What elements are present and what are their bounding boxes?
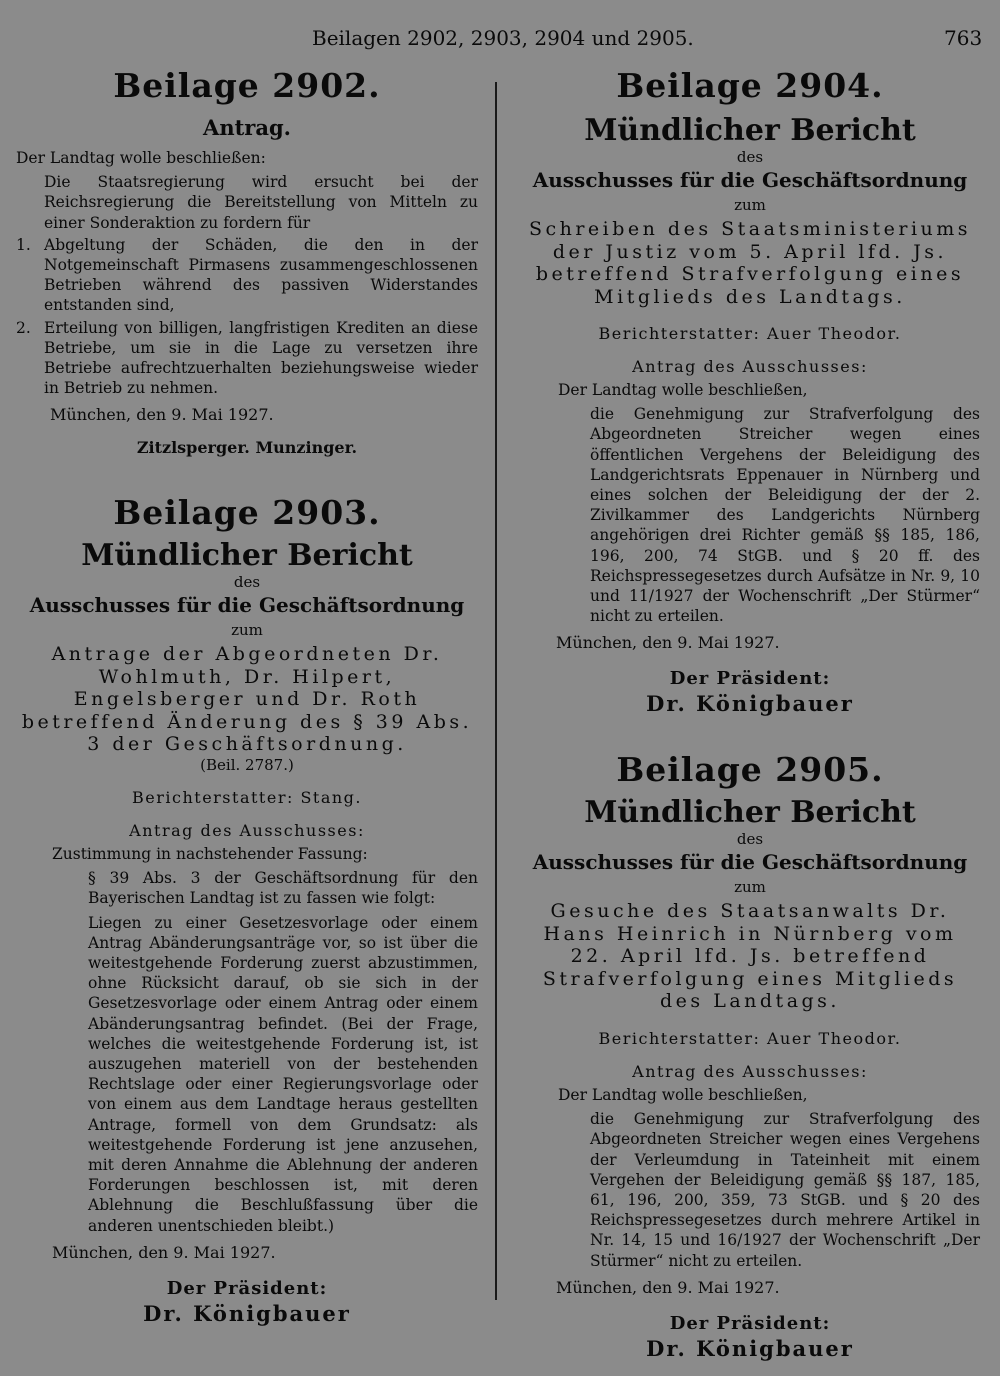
beilage-2902-date: München, den 9. Mai 1927.	[50, 405, 274, 425]
running-title: Beilagen 2902, 2903, 2904 und 2905.	[312, 26, 694, 50]
beilage-2903-president-label: Der Präsident:	[166, 1277, 328, 1299]
beilage-2904-title: Beilage 2904.	[616, 66, 884, 105]
beilage-2904-subject: Schreiben des Staatsministeriums der Justiz vom 5. April lfd. Js. betreffend Strafverfolgung eines Mitglieds des Landtags.	[528, 218, 972, 308]
beilage-2902-request: Die Staatsregierung wird ersucht bei der Reichsregierung die Bereitstellung von Mitteln zu einer Sonderaktion zu fordern für	[44, 173, 478, 232]
item-text: Abgeltung der Schäden, die den in der Notgemeinschaft Pirmasens zusammengeschlossenen Betrieben während des passiven Widerstandes entstanden sind,	[44, 235, 478, 315]
beilage-2903-title: Beilage 2903.	[113, 493, 381, 533]
beilage-2903-des: des	[233, 573, 261, 592]
beilage-2904-des: des	[736, 148, 764, 166]
beilage-2904-president-name: Dr. Königbauer	[646, 691, 854, 717]
beilage-2902-item-1	[16, 235, 478, 316]
beilage-2905-subtitle: Mündlicher Bericht	[584, 795, 916, 831]
beilage-2903-subtitle: Mündlicher Bericht	[81, 538, 413, 574]
beilage-2905-title: Beilage 2905.	[616, 750, 884, 790]
page-number: 763	[944, 26, 983, 50]
beilage-2902-title: Beilage 2902.	[113, 66, 381, 105]
left-column	[16, 66, 478, 1326]
beilage-2903-motion-label: Antrag des Ausschusses:	[129, 820, 365, 840]
item-number: 1.	[16, 235, 31, 254]
beilage-2902-subtitle: Antrag.	[203, 115, 291, 140]
beilage-2904	[520, 66, 980, 716]
beilage-2902-intro: Der Landtag wolle beschließen:	[16, 149, 266, 167]
beilage-2904-date: München, den 9. Mai 1927.	[556, 633, 780, 653]
beilage-2905	[520, 750, 980, 1360]
beilage-2903-zum: zum	[231, 621, 263, 640]
beilage-2904-subtitle: Mündlicher Bericht	[584, 113, 916, 148]
beilage-2905-committee: Ausschusses für die Geschäftsordnung	[532, 850, 968, 875]
item-text: Erteilung von billigen, langfristigen Krediten an diese Betriebe, um sie in die Lage zu versetzen ihre Betriebe aufrechtzuerhalten beziehungsweise wieder in Betrieb zu nehmen.	[44, 318, 478, 398]
beilage-2905-president-label: Der Präsident:	[669, 1312, 831, 1334]
beilage-2904-motion-label: Antrag des Ausschusses:	[632, 357, 868, 376]
beilage-2903-consent: Zustimmung in nachstehender Fassung:	[52, 844, 368, 863]
beilage-2902-item-2	[16, 318, 478, 399]
beilage-2905-zum: zum	[734, 878, 766, 897]
beilage-2903	[16, 493, 478, 1325]
beilage-2903-para-intro: § 39 Abs. 3 der Geschäftsordnung für den Bayerischen Landtag ist zu fassen wie folgt:	[88, 869, 478, 908]
beilage-2905-des: des	[736, 830, 764, 849]
beilage-2903-subject: Antrage der Abgeordneten Dr. Wohlmuth, Dr. Hilpert, Engelsberger und Dr. Roth betreffend Änderung des § 39 Abs. 3 der Geschäftsordnung.	[21, 643, 473, 756]
beilage-2905-text: die Genehmigung zur Strafverfolgung des Abgeordneten Streicher wegen eines Vergehens der Verleumdung in Tateinheit mit einem Vergehen der Beleidigung gemäß §§ 187, 185, 61, 196, 200, 359, 73 StGB. und § 20 des Reichspressegesetzes durch mehrere Artikel in Nr. 14, 15 und 16/1927 der Wochenschrift „Der Stürmer“ nicht zu erteilen.	[590, 1110, 980, 1270]
beilage-2903-committee: Ausschusses für die Geschäftsordnung	[29, 593, 465, 618]
column-divider	[495, 82, 497, 1300]
item-number: 2.	[16, 318, 31, 337]
beilage-2903-para-text: Liegen zu einer Gesetzesvorlage oder einem Antrag Abänderungsanträge vor, so ist über die weitestgehende Forderung zuerst abzustimmen, ohne Rücksicht darauf, ob sie sich in der Gesetzesvorlage oder einem Antrag oder einem Abänderungsantrag befindet. (Bei der Frage, welches die weitestgehende Forderung ist, ist auszugehen materiell von der bestehenden Rechtslage oder einer Regierungsvorlage oder von einem aus dem Landtage heraus gestellten Antrage, formell von dem Grundsatz: als weitestgehende Forderung ist jene anzusehen, mit deren Annahme die Ablehnung der anderen Forderungen beschlossen ist, mit deren Ablehnung die Beschlußfassung über die anderen unentschieden bleibt.)	[88, 913, 478, 1235]
beilage-2905-subject: Gesuche des Staatsanwalts Dr. Hans Heinrich in Nürnberg vom 22. April lfd. Js. betreffend Strafverfolgung eines Mitglieds des Landtags.	[542, 900, 958, 1013]
beilage-2905-motion-label: Antrag des Ausschusses:	[632, 1061, 868, 1081]
beilage-2902-signatures: Zitzlsperger. Munzinger.	[136, 438, 358, 458]
beilage-2904-intro: Der Landtag wolle beschließen,	[558, 381, 808, 399]
beilage-2904-text: die Genehmigung zur Strafverfolgung des Abgeordneten Streicher wegen eines öffentlichen Vergehens der Beleidigung des Landgerichtsrats Eppenauer in Nürnberg und eines solchen der Beleidigung der der 2. Zivilkammer des Landgerichts Nürnberg angehörigen drei Richter gemäß §§ 185, 186, 196, 200, 74 StGB. und § 20 ff. des Reichspressegesetzes durch Aufsätze in Nr. 9, 10 und 11/1927 der Wochenschrift „Der Stürmer“ nicht zu erteilen.	[590, 405, 980, 626]
beilage-2903-president-name: Dr. Königbauer	[143, 1300, 351, 1326]
beilage-2904-committee: Ausschusses für die Geschäftsordnung	[532, 168, 968, 192]
beilage-2904-reporter: Berichterstatter: Auer Theodor.	[598, 324, 902, 343]
beilage-2903-reporter: Berichterstatter: Stang.	[132, 787, 362, 807]
beilage-2904-president-label: Der Präsident:	[669, 668, 831, 690]
beilage-2903-date: München, den 9. Mai 1927.	[52, 1242, 276, 1262]
beilage-2902	[16, 66, 478, 457]
beilage-2905-reporter: Berichterstatter: Auer Theodor.	[598, 1028, 902, 1048]
beilage-2904-zum: zum	[734, 196, 766, 214]
beilage-2905-date: München, den 9. Mai 1927.	[556, 1277, 780, 1297]
beilage-2903-ref: (Beil. 2787.)	[200, 755, 294, 774]
right-column	[520, 66, 980, 1361]
beilage-2905-president-name: Dr. Königbauer	[646, 1335, 854, 1361]
beilage-2905-intro: Der Landtag wolle beschließen,	[558, 1085, 808, 1104]
page-header	[0, 26, 1000, 56]
